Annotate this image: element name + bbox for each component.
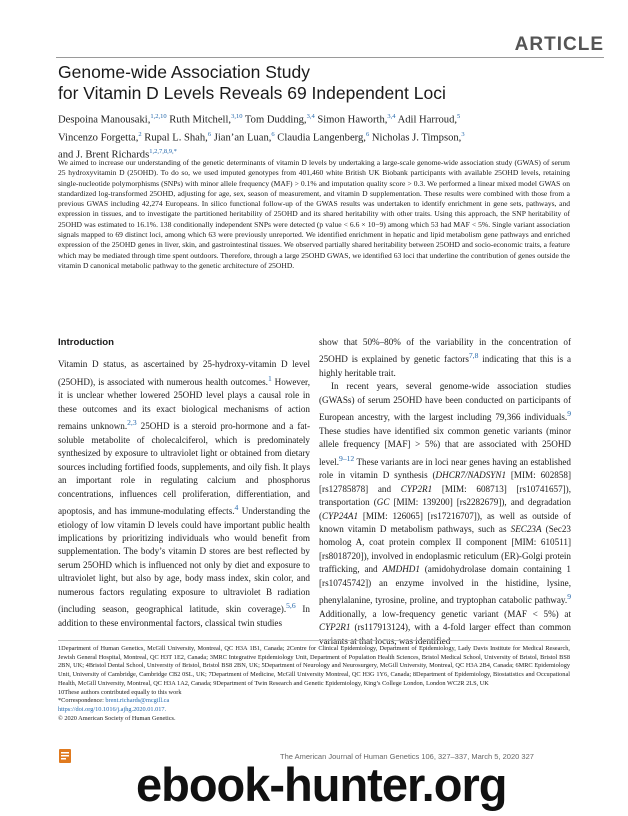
correspondence-email-link[interactable]: brent.richards@mcgill.ca xyxy=(105,697,170,705)
author-name: Adil Harroud, xyxy=(395,114,458,126)
author-affiliation-sup: 5 xyxy=(457,113,461,120)
citation-link[interactable]: 9 xyxy=(567,409,571,419)
text-run: [MIM: 126065] [rs17216707]), as well as outside of known vitamin D metabolism pathways, such as xyxy=(319,510,571,535)
gene-name: CYP2R1 xyxy=(400,483,433,494)
citation-link[interactable]: 7,8 xyxy=(468,351,479,361)
text-run: [MIM: 602858] [rs12785878] and xyxy=(319,470,571,494)
text-run: [MIM: 139200] [rs2282679]), and degradation ( xyxy=(319,497,571,521)
citation-link[interactable]: 2,3 xyxy=(127,418,137,428)
text-run: These studies have identified six common genetic variants (minor allele frequency [MAF] > 5%) that are associated with 25OHD level. xyxy=(319,425,571,467)
text-run: indicating that this is a highly heritable trait. xyxy=(319,354,572,378)
author-affiliation-sup: 2 xyxy=(138,130,142,138)
author-affiliation-sup: 6 xyxy=(271,130,275,138)
text-run: In addition to these environmental factors, classical twin studies xyxy=(58,604,310,628)
journal-logo-icon xyxy=(58,748,72,764)
equal-contribution-note: 10These authors contributed equally to this work xyxy=(58,688,182,696)
author-affiliation-sup: 1,2,7,8,9,* xyxy=(149,148,177,156)
footnotes xyxy=(58,645,570,723)
title-line-1: Genome-wide Association Study xyxy=(58,62,310,82)
intro-paragraph-2 xyxy=(319,380,571,648)
journal-citation: The American Journal of Human Genetics 106, 327–337, March 5, 2020 327 xyxy=(280,752,534,761)
title-line-2: for Vitamin D Levels Reveals 69 Independent Loci xyxy=(58,83,446,103)
gene-name: CYP2R1 xyxy=(319,622,351,633)
copyright: © 2020 American Society of Human Genetics. xyxy=(58,714,176,722)
text-run: In recent years, several genome-wide association studies (GWASs) of serum 25OHD have been conducted on participants of European ancestry, with the largest including 79,366 individuals. xyxy=(319,381,571,423)
author-affiliation-sup: 3,10 xyxy=(231,113,243,120)
author-affiliation-sup: 6 xyxy=(207,130,212,138)
text-run: These variants are in loci near genes having an established role in vitamin D synthesis ( xyxy=(319,456,571,481)
author-name: Claudia Langenberg, xyxy=(274,132,366,144)
author-affiliation-sup: 3,4 xyxy=(387,113,396,120)
text-run: Additionally, a low-frequency genetic variant (MAF < 5%) at xyxy=(319,608,571,619)
gene-name: GC xyxy=(376,497,390,508)
text-run: (rs117913124), with a 4-fold larger effect than common xyxy=(354,622,571,633)
gene-name: DHCR7/NADSYN1 xyxy=(435,470,507,481)
intro-paragraph-1 xyxy=(58,358,310,630)
text-run: Understanding the etiology of low vitamin D levels could have important public health implications by prioritizing individuals who would benefit from supplementation. The body’s vitamin D stores are best reflected by serum 25OHD which is influenced not only by diet and exposure to ultraviolet light, but also by age, body mass index, skin color, and numerous factors regulating exposure to ultraviolet B radiation (including season, geographical latitude, skin coverage). xyxy=(58,506,310,615)
author-affiliation-sup: 1,2,10 xyxy=(150,113,167,120)
author-affiliation-sup: 6 xyxy=(365,130,370,138)
author-affiliation-sup: 3 xyxy=(461,130,465,138)
citation-link[interactable]: 9 xyxy=(567,592,571,602)
gene-name: SEC23A xyxy=(510,524,542,535)
author-line-1 xyxy=(58,110,578,128)
text-run: show that 50%–80% of the variability in the concentration of 25OHD is explained by genetic factors xyxy=(319,337,571,365)
author-name: Tom Dudding, xyxy=(242,114,307,126)
paper-title xyxy=(58,62,578,104)
author-line-2 xyxy=(58,128,578,146)
author-name: Despoina Manousaki, xyxy=(58,114,151,126)
text-run: 25OHD is a steroid pro-hormone and a fat-soluble metabolite of cholecalciferol, which is predominately synthesized by exposure to ultraviolet light or obtained from dietary sources including fortified foods, supplements, and oily fish. It plays an important role in regulating calcium and phosphorus concentrations, influences cell proliferation, differentiation, and apoptosis, and has immune-modulating effects. xyxy=(58,421,310,517)
body-column-left xyxy=(58,336,310,630)
author-name: Rupal L. Shah, xyxy=(141,132,208,144)
citation-link[interactable]: 1 xyxy=(267,373,272,383)
affiliations: 1Department of Human Genetics, McGill University, Montreal, QC H3A 1B1, Canada; 2Centre for Clinical Epidemiology, Department of Epidemiology, Lady Davis Institute for Medical Research, Jewish General Hospital, Montreal, QC H3T 1E2, Canada; 3MRC Integrative Epidemiology Unit, Department of Population Health Sciences, Bristol Medical School, University of Bristol, Bristol BS8 2BN, UK; 4Bristol Dental School, University of Bristol, Bristol BS8 2BN, UK; 5Department of Neurology and Neurosurgery, McGill University, Montreal, QC H3A 2B4, Canada; 6MRC Epidemiology Unit, University of Cambridge, Cambridge CB2 0SL, UK; 7Department of Medicine, McGill University Montreal, QC H3G 1Y6, Canada; 8Department of Epidemiology, Biostatistics and Occupational Health, McGill University, Montreal, QC H3A 1A2, Canada; 9Department of Twin Research and Genetic Epidemiology, King’s College London, London WC2R 2LS, UK xyxy=(58,645,570,687)
citation-link[interactable]: 5,6 xyxy=(286,601,296,611)
text-run: (amidohydrolase domain containing 1 [rs10745742]) an enzyme involved in the histidine, lysine, phenylalanine, tyrosine, proline, and tryptophan catabolic pathway. xyxy=(319,564,571,606)
author-affiliation-sup: 3,4 xyxy=(306,113,315,120)
section-heading-introduction: Introduction xyxy=(58,337,114,348)
text-run: [MIM: 608713] [rs10741657]), transportation ( xyxy=(319,483,571,508)
header-rule xyxy=(56,57,604,58)
body-column-right xyxy=(319,336,571,648)
author-name: Jian’an Luan, xyxy=(211,132,272,144)
intro-paragraph-1-continued xyxy=(319,336,571,380)
gene-name: CYP24A1 xyxy=(322,510,359,521)
citation-link[interactable]: 9–12 xyxy=(339,453,355,463)
footnote-rule xyxy=(58,640,570,641)
author-name: Vincenzo Forgetta, xyxy=(58,132,139,144)
abstract: We aimed to increase our understanding of the genetic determinants of vitamin D levels by undertaking a large-scale genome-wide association study (GWAS) of serum 25 hydroxyvitamin D (25OHD). To do so, we used imputed genotypes from 401,460 white British UK Biobank participants with available 25OHD levels, retaining single-nucleotide polymorphisms (SNPs) with minor allele frequency (MAF) > 0.1% and imputation quality score > 0.3. We performed a linear mixed model GWAS on standardized log-transformed 25OHD, adjusting for age, sex, season of measurement, and vitamin D supplementation. These results were combined with those from a previous GWAS including 42,274 Europeans. In silico functional follow-up of the GWAS results was undertaken to identify enrichment in gene sets, pathways, and expression in tissues, and to investigate the partitioned heritability of 25OHD and its shared heritability with other traits. Using this approach, the SNP heritability of 25OHD was estimated to 16.1%. 138 conditionally independent SNPs were detected (p value < 6.6 × 10−9) among which 53 had MAF < 5%. Single variant association signals mapped to 69 distinct loci, among which 63 were previously unreported. We identified enrichment in hepatic and lipid metabolism gene pathways and enriched expression of the 25OHD genes in liver, skin, and gastrointestinal tissues. We observed partially shared heritability between 25OHD and socio-economic traits, a feature which may be mediated through time spent outdoors. Therefore, through a large 25OHD GWAS, we identified 63 loci that underline the contribution of genes outside the vitamin D canonical metabolic pathway to the genetic architecture of 25OHD. xyxy=(58,158,570,270)
author-name: Nicholas J. Timpson, xyxy=(369,132,462,144)
author-name: and J. Brent Richards xyxy=(58,149,150,161)
author-list xyxy=(58,110,578,163)
gene-name: AMDHD1 xyxy=(382,564,420,575)
text-run: (Sec23 homolog A, coat protein complex II component [MIM: 610511] [rs8018720]), involved in endoplasmic reticulum (ER)-Golgi protein trafficking, and xyxy=(319,524,571,575)
doi-link[interactable]: https://doi.org/10.1016/j.ajhg.2020.01.017. xyxy=(58,705,167,713)
text-run: However, it is unclear whether lowered 25OHD level plays a causal role in these outcomes and its exact biological mechanisms of action remains unknown. xyxy=(58,376,310,432)
article-type-label: ARTICLE xyxy=(514,34,604,55)
text-run: Vitamin D status, as ascertained by 25-hydroxy-vitamin D level (25OHD), is associated with numerous health outcomes. xyxy=(58,359,310,387)
correspondence xyxy=(58,697,570,706)
author-name: Simon Haworth, xyxy=(314,114,388,126)
correspondence-label: *Correspondence: xyxy=(58,697,106,705)
citation-link[interactable]: 4 xyxy=(234,503,239,513)
watermark-text: ebook-hunter.org xyxy=(136,758,507,811)
author-name: Ruth Mitchell, xyxy=(166,114,232,126)
